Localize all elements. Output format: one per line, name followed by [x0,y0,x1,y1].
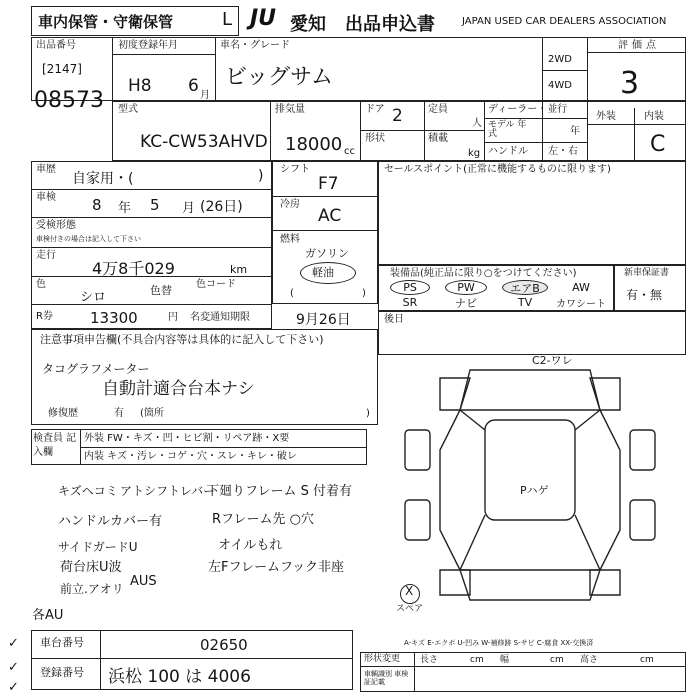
reg-info-label: 車輌識別 車検証記載 [364,670,409,686]
color-label: 色 [36,279,46,290]
equip-tv: TV [517,296,533,309]
sales-point-frame [378,161,686,265]
diagram-center-note: Pハゲ [520,484,549,497]
note-line-2: 自動計適合台本ナシ [102,379,255,399]
sales-point-label: セールスポイント(正常に機能するものに限ります) [384,164,611,175]
shift-label: シフト [280,164,310,175]
notice-label: 名変通知期限 [190,312,250,323]
color-code-label: 色コード [196,279,236,290]
inspection-year: 8 [92,196,102,214]
after-frame [378,311,686,355]
inspector-label: 検査員 記入欄 [33,433,77,458]
note-l2a: ハンドルカバー有 [58,514,163,529]
vehicle-diagram [400,350,660,610]
org-name: 愛知 [290,14,326,35]
note-l3a: サイドガードU [58,540,138,554]
model-year-label: モデル 年式 [488,120,527,139]
recycle-unit: 円 [168,312,178,323]
equipment-label: 装備品(純正品に限り○をつけてください) [390,268,577,279]
note-line-1: タコグラフメーター [42,362,150,376]
side-check-2: ✓ [8,660,19,675]
note-l1a: キズヘコミ [58,484,118,498]
model-value: KC-CW53AHVD [140,132,268,152]
capacity-label: 定員 [428,104,448,115]
displacement-label: 排気量 [275,104,305,115]
damage-legend: A-キズ E-エクボ U-凹み W-補修跡 S-サビ C-腐食 XX-交換済 [404,639,594,647]
length-label: 長さ [420,655,439,665]
note-l2b: Rフレーム先 ○穴 [212,512,314,527]
displacement-value: 18000 [285,134,343,155]
displacement-unit: cc [344,146,355,157]
mileage-unit: km [230,263,248,276]
reception-label: 受検形態 [36,220,76,231]
storage-label: 車内保管・守衛保管 [38,13,174,31]
note-l1c: 下廻りフレーム S 付着有 [206,484,352,499]
ac-label: 冷房 [280,199,300,210]
shape-change-label: 形状変更 [364,654,401,664]
history-close: ) [258,168,264,184]
eval-score-label: 評価点 [618,40,660,51]
first-reg-label: 初度登録年月 [118,40,178,51]
note-l5a: 前立.アオリ [60,582,124,596]
lot-number-label: 出品番号 [36,40,76,51]
recycle-value: 13300 [90,309,138,327]
height-unit: cm [640,655,654,665]
width-label: 幅 [500,655,510,665]
recycle-label: R券 [36,311,53,322]
exterior-label: 外装 [596,111,616,122]
length-unit: cm [470,655,484,665]
repair-detail: (箇所 [140,408,164,419]
repair-close: ) [366,408,370,419]
inspection-month-unit: 月 [182,201,196,216]
after-label: 後日 [384,314,404,325]
mileage-value: 4万8千029 [92,259,175,278]
color-value: シロ [80,290,107,305]
warranty-options: 有・無 [626,288,663,302]
chassis-value: 02650 [200,636,248,654]
history-label: 車歴 [36,164,56,175]
check-row-interior: 内装 キズ・汚レ・コゲ・穴・スレ・キレ・破レ [84,451,297,462]
note-l6a: 各AU [32,608,64,623]
note-l4a: 荷台床U波 [60,560,122,575]
drive-4wd: 4WD [548,80,572,91]
model-label: 型式 [118,104,138,115]
equip-airbag: エアB [502,280,548,295]
reg-label: 登録番号 [40,666,84,679]
handle-label: ハンドル [488,146,528,157]
inspection-month: 5 [150,196,160,214]
load-unit: kg [468,148,481,159]
check-row-exterior: 外装 FW・キズ・凹・ヒビ割・リペア跡・X要 [84,433,290,444]
door-label: ドア [365,104,385,115]
shift-value: F7 [318,174,339,194]
interior-label: 内装 [644,111,664,122]
equip-pw: PW [445,280,487,295]
drive-2wd: 2WD [548,54,572,65]
fuel-gasoline: ガソリン [305,247,349,260]
spare-label: スペア [396,604,424,614]
warranty-label: 新車保証書 [624,268,670,278]
fuel-diesel: 軽油 [312,266,334,279]
history-value: 自家用・( [72,171,134,187]
notice-value: 9月26日 [296,312,351,328]
door-value: 2 [392,106,403,126]
equip-ps: PS [390,280,430,295]
shape-label: 形状 [365,133,385,144]
storage-mark: L [222,9,233,30]
inspection-day: (26日) [200,199,243,215]
handle-options: 左・右 [548,146,578,157]
inspection-year-unit: 年 [118,201,132,216]
notes-label: 注意事項申告欄(不具合内容等は具体的に記入して下さい) [40,333,324,346]
mileage-label: 走行 [36,250,56,261]
load-label: 積載 [428,133,448,144]
ju-logo: JU [250,6,277,31]
first-reg-month-unit: 月 [200,90,210,101]
car-name-label: 車名・グレード [220,40,290,51]
first-reg-era-year: H8 [128,76,152,96]
association-name: JAPAN USED CAR DEALERS ASSOCIATION [462,16,667,27]
lot-prefix: [2147] [42,62,82,76]
note-l1b: アトシフトレバー [120,484,216,498]
fuel-label: 燃料 [280,234,300,245]
note-l4b: 左Fフレームフック非座 [208,560,345,575]
inspection-label: 車検 [36,192,56,203]
interior-grade: C [650,132,666,157]
side-check-1: ✓ [8,636,19,651]
equip-sr: SR [402,296,418,309]
equip-seat: カワシート [556,299,606,310]
side-check-3: ✓ [8,680,19,695]
color-change: 色替 [150,284,172,297]
year-unit: 年 [570,126,580,137]
ac-value: AC [318,206,342,226]
lot-number: 08573 [34,88,104,113]
eval-score: 3 [620,66,640,101]
equip-aw: AW [572,281,590,294]
note-l5b: AUS [130,574,157,589]
width-unit: cm [550,655,564,665]
diagram-top-note: C2-ワレ [532,354,573,367]
dealer-label: ディーラー・並行 [488,104,568,115]
fuel-paren-close: ) [362,288,366,299]
note-l3b: オイルもれ [218,538,283,553]
fuel-paren-open: ( [290,288,294,299]
chassis-label: 車台番号 [40,636,84,649]
first-reg-month: 6 [188,76,199,96]
spare-mark: X [405,584,414,598]
equip-navi: ナビ [455,296,477,310]
car-name: ビッグサム [225,65,334,90]
repair-value: 有 [114,408,124,419]
capacity-unit: 人 [472,118,482,129]
reception-note: 車検付きの場合は記入して下さい [36,235,141,243]
form-title: 出品申込書 [345,14,435,35]
reg-value: 浜松 100 は 4006 [108,667,251,687]
height-label: 高さ [580,655,599,665]
repair-label: 修復歴 [48,408,78,419]
